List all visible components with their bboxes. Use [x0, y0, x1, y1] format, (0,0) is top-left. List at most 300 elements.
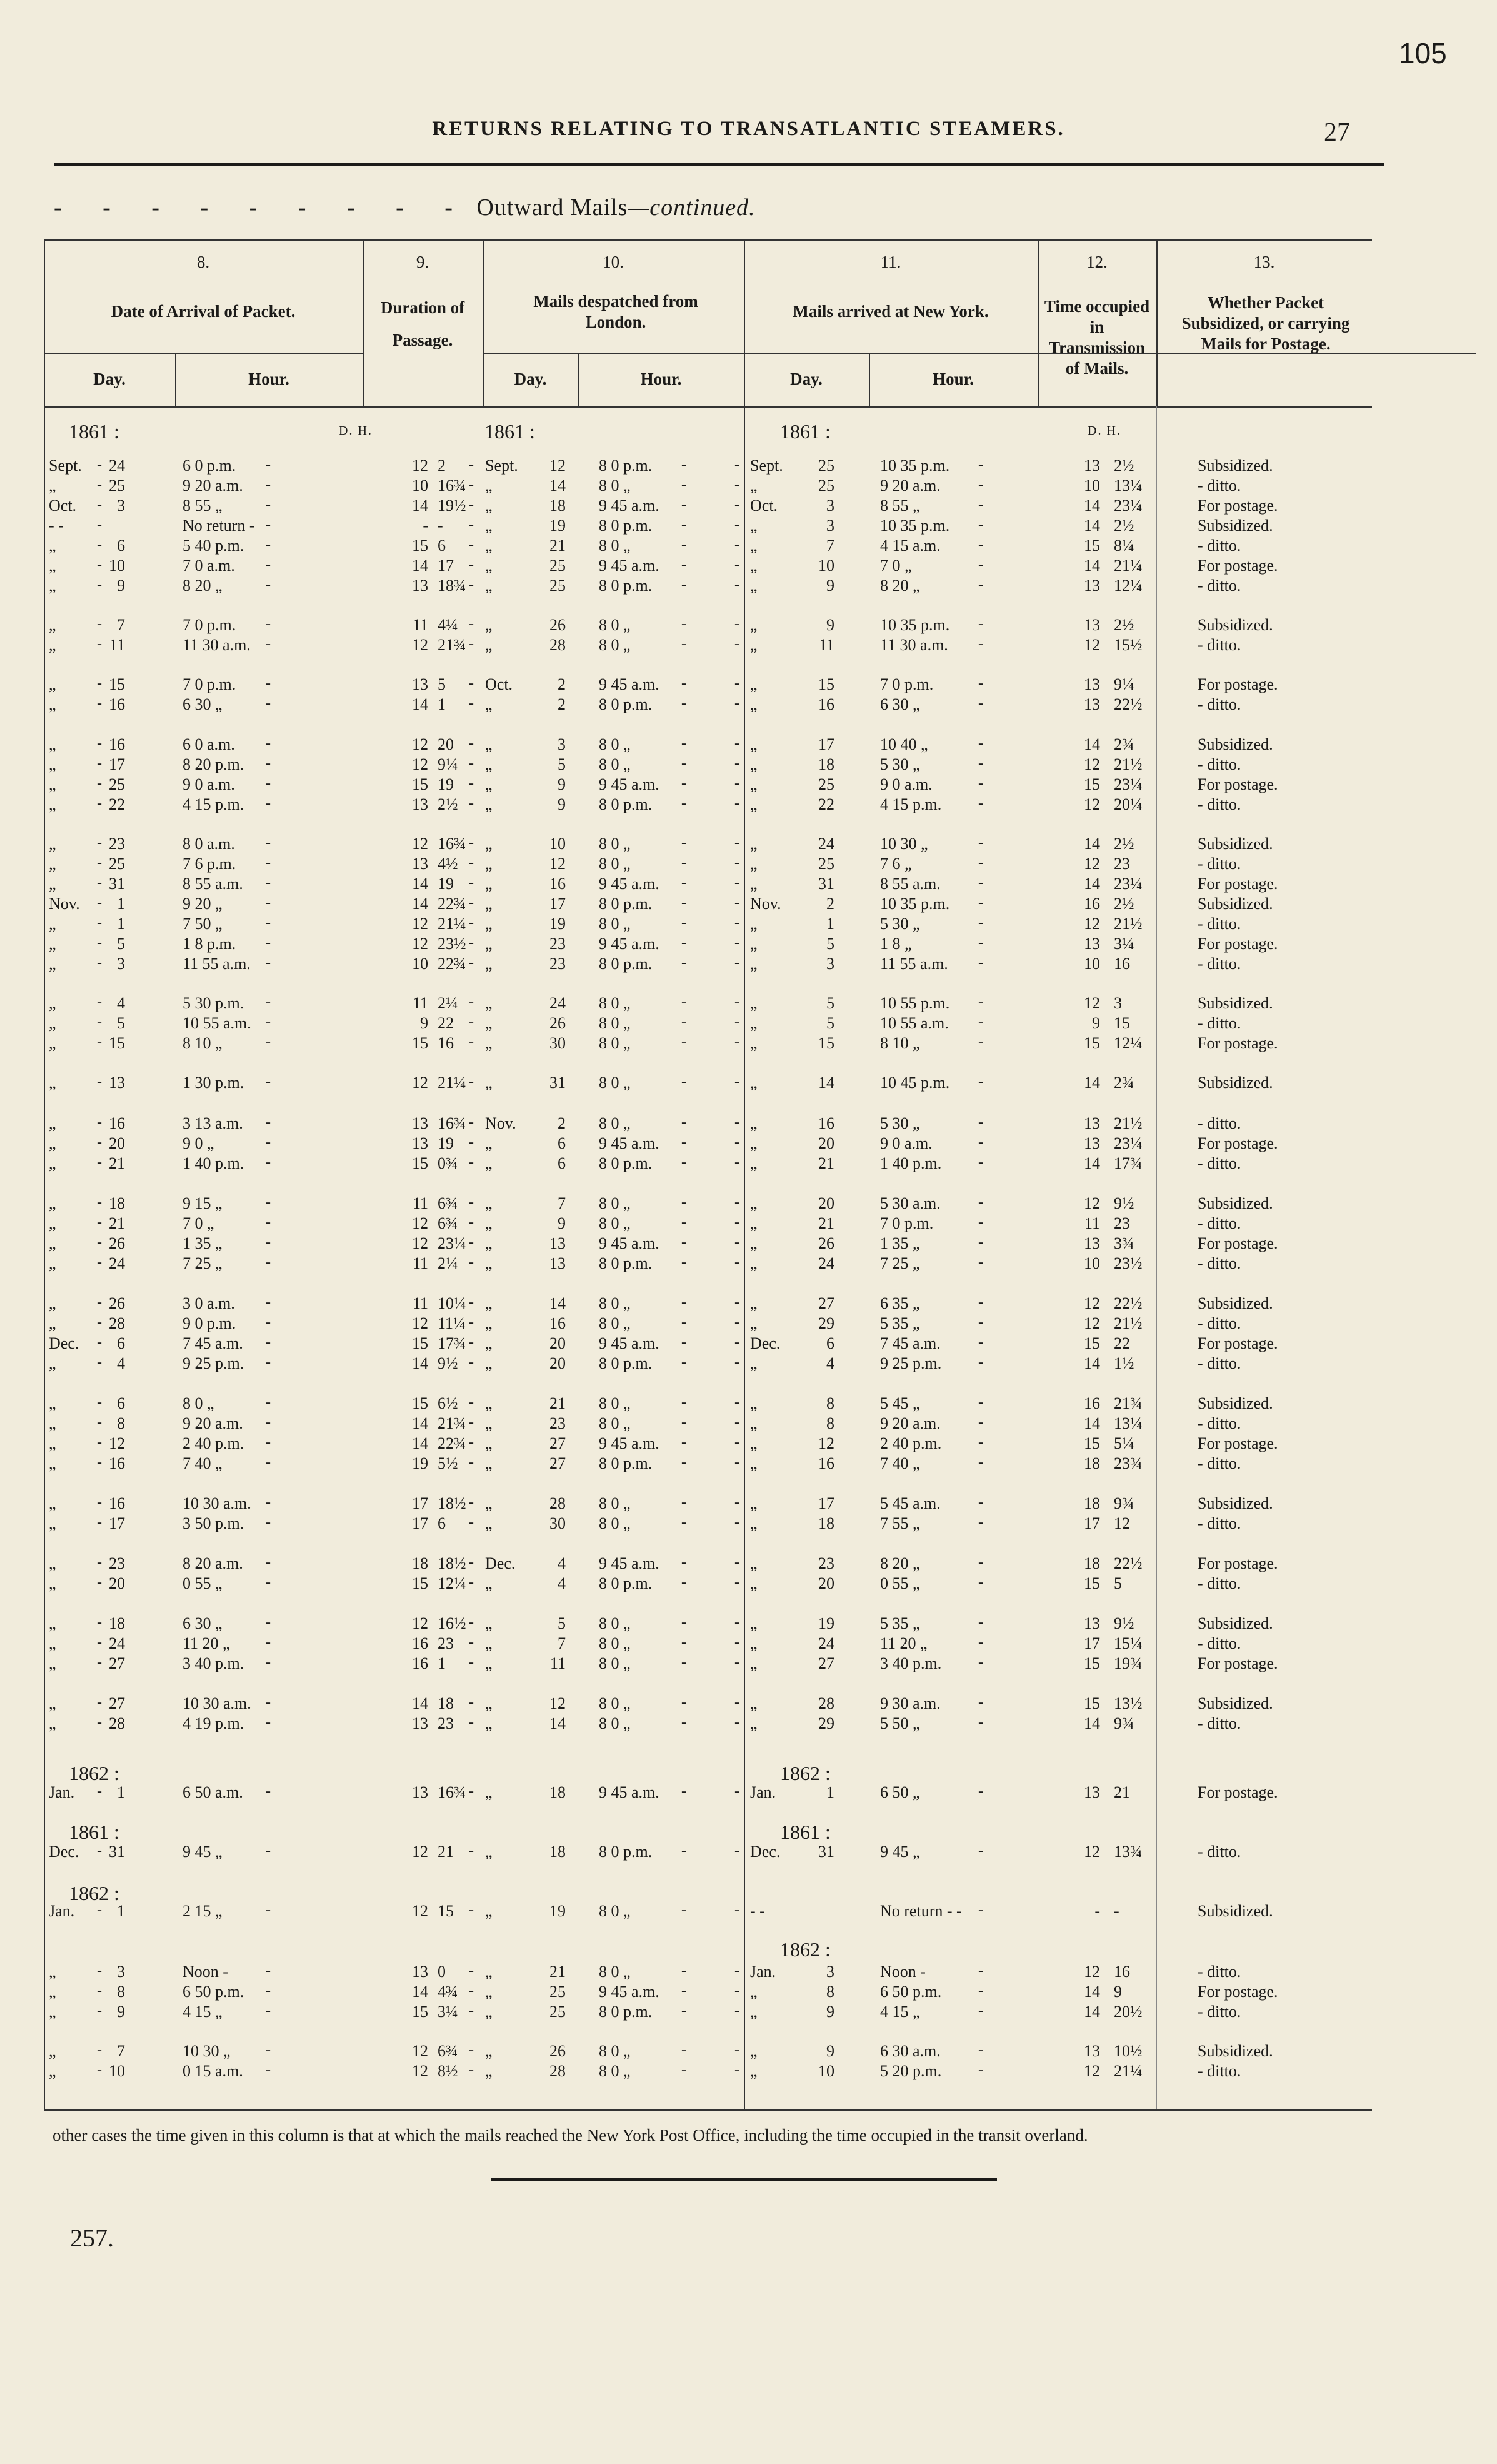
despatch-day: 26	[549, 2042, 566, 2060]
despatch-day: 5	[558, 755, 566, 773]
dash-leader: -	[734, 2003, 739, 2019]
passage-hours: 22	[438, 1014, 454, 1032]
ny-day: 16	[818, 1114, 834, 1132]
running-head: RETURNS RELATING TO TRANSATLANTIC STEAMERS.	[432, 118, 1065, 140]
dash-leader: -	[734, 875, 739, 891]
despatch-month: „	[485, 1654, 493, 1672]
arrival-hour: 2 40 p.m.	[183, 1434, 244, 1452]
dash-leader: -	[469, 1634, 474, 1651]
despatch-day: 6	[558, 1134, 566, 1152]
ny-day: 31	[818, 1843, 834, 1861]
arrival-hour: 8 0 „	[183, 1394, 214, 1412]
dash-leader: -	[734, 895, 739, 911]
transmission-days: 12	[1084, 1963, 1100, 1981]
dash-leader: -	[266, 675, 271, 691]
arrival-hour: 7 0 a.m.	[183, 556, 235, 575]
dash-leader: -	[681, 1214, 686, 1230]
dash-leader: -	[734, 695, 739, 712]
arrival-month: „	[49, 955, 56, 973]
despatch-hour: 8 0 „	[599, 1294, 631, 1312]
despatch-month: „	[485, 1134, 493, 1152]
days-hours-unit: D. H.	[339, 424, 373, 438]
arrival-day: 20	[109, 1134, 125, 1152]
passage-days: 15	[412, 1154, 428, 1172]
despatch-day: 13	[549, 1234, 566, 1252]
despatch-hour: 8 0 „	[599, 1074, 631, 1092]
arrival-month: „	[49, 1114, 56, 1132]
ny-month: „	[750, 1554, 758, 1572]
passage-hours: 9½	[438, 1354, 458, 1372]
despatch-hour: 8 0 p.m.	[599, 955, 653, 973]
subsidy-status: - ditto.	[1198, 1514, 1241, 1532]
dash-leader: -	[978, 1154, 983, 1170]
dash-leader: -	[469, 675, 474, 691]
arrival-month: „	[49, 1634, 56, 1652]
dash-leader: -	[734, 1983, 739, 1999]
arrival-day: 4	[117, 994, 125, 1012]
ny-hour: 8 55 „	[880, 496, 920, 515]
dash-leader: -	[978, 1714, 983, 1731]
subsidy-status: For postage.	[1198, 1554, 1278, 1572]
ny-month: „	[750, 616, 758, 634]
despatch-month: „	[485, 2062, 493, 2080]
passage-hours: 18½	[438, 1494, 466, 1512]
ny-day: 26	[818, 1234, 834, 1252]
dash-leader: -	[681, 1494, 686, 1511]
dash-leader: -	[266, 1514, 271, 1531]
dash-leader: -	[97, 1134, 102, 1150]
subsidy-status: Subsidized.	[1198, 1074, 1273, 1092]
ny-day: 9	[826, 616, 834, 634]
dash-leader: -	[978, 1694, 983, 1711]
dash-leader: -	[469, 1454, 474, 1471]
despatch-day: 16	[549, 875, 566, 893]
arrival-hour: 9 0 p.m.	[183, 1314, 236, 1332]
despatch-month: „	[485, 1614, 493, 1632]
despatch-hour: 8 0 p.m.	[599, 1354, 653, 1372]
subsidy-status: For postage.	[1198, 935, 1278, 953]
ny-month: „	[750, 675, 758, 693]
dash-leader: -	[734, 1334, 739, 1350]
transmission-hours: 5	[1114, 1574, 1122, 1592]
transmission-days: 15	[1084, 1334, 1100, 1352]
arrival-hour: 9 0 a.m.	[183, 775, 235, 793]
ny-month: „	[750, 1614, 758, 1632]
dash-leader: -	[681, 994, 686, 1010]
passage-hours: 0	[438, 1963, 446, 1981]
ny-month: Sept.	[750, 456, 783, 475]
ny-hour: 10 30 „	[880, 835, 928, 853]
dash-leader: -	[681, 875, 686, 891]
dash-leader: -	[978, 516, 983, 533]
year-label: 1861 :	[780, 420, 831, 443]
passage-hours: 20	[438, 735, 454, 753]
dash-leader: -	[469, 636, 474, 652]
ny-month: Dec.	[750, 1334, 781, 1352]
despatch-hour: 8 0 p.m.	[599, 1254, 653, 1272]
ny-hour: 7 45 a.m.	[880, 1334, 941, 1352]
ny-hour: 8 20 „	[880, 576, 920, 595]
dash-leader: -	[681, 1554, 686, 1571]
dash-leader: -	[978, 1574, 983, 1591]
ny-day: 9	[826, 2003, 834, 2021]
dash-leader: -	[97, 1194, 102, 1210]
dash-leader: -	[978, 675, 983, 691]
dash-leader: -	[97, 2003, 102, 2019]
ny-month: „	[750, 1454, 758, 1472]
dash-leader: -	[734, 2062, 739, 2078]
dash-leader: -	[469, 1494, 474, 1511]
col-number-8: 8.	[196, 253, 210, 271]
despatch-hour: 9 45 a.m.	[599, 1783, 659, 1801]
despatch-hour: 8 0 p.m.	[599, 516, 653, 535]
transmission-days: 13	[1084, 1114, 1100, 1132]
dash-leader: -	[734, 1554, 739, 1571]
passage-days: 11	[412, 1194, 428, 1212]
passage-days: 14	[412, 556, 428, 575]
despatch-hour: 8 0 „	[599, 1494, 631, 1512]
passage-days: 9	[420, 1014, 428, 1032]
transmission-hours: 3¼	[1114, 935, 1134, 953]
dash-leader: -	[469, 1714, 474, 1731]
ny-month: „	[750, 1134, 758, 1152]
ny-day: 5	[826, 935, 834, 953]
passage-days: 12	[412, 2062, 428, 2080]
arrival-day: 16	[109, 1114, 125, 1132]
transmission-hours: 21½	[1114, 915, 1143, 933]
ny-hour: 11 30 a.m.	[880, 636, 948, 654]
transmission-hours: 12¼	[1114, 576, 1143, 595]
subsidy-status: For postage.	[1198, 1983, 1278, 2001]
dash-leader: -	[978, 695, 983, 712]
dash-leader: -	[97, 915, 102, 931]
dash-leader: -	[97, 576, 102, 593]
arrival-hour: 3 13 a.m.	[183, 1114, 243, 1132]
ny-month: „	[750, 536, 758, 555]
arrival-month: „	[49, 1694, 56, 1712]
dash-leader: -	[978, 2042, 983, 2058]
ny-day: 20	[818, 1574, 834, 1592]
arrival-hour: 7 40 „	[183, 1454, 223, 1472]
passage-hours: 3¼	[438, 2003, 458, 2021]
subsidy-status: For postage.	[1198, 1034, 1278, 1052]
ny-day: 16	[818, 695, 834, 713]
despatch-hour: 9 45 a.m.	[599, 1554, 659, 1572]
dash-leader: -	[978, 1294, 983, 1310]
passage-hours: 10¼	[438, 1294, 466, 1312]
arrival-month: „	[49, 1414, 56, 1432]
despatch-day: 2	[558, 695, 566, 713]
arrival-day: 3	[117, 955, 125, 973]
dash-leader: -	[681, 1902, 686, 1918]
transmission-hours: 8¼	[1114, 536, 1134, 555]
despatch-month: „	[485, 1194, 493, 1212]
despatch-day: 14	[549, 1294, 566, 1312]
transmission-hours: 15¼	[1114, 1634, 1143, 1652]
dash-leader: -	[266, 994, 271, 1010]
transmission-hours: 2½	[1114, 456, 1134, 475]
subsidy-status: For postage.	[1198, 875, 1278, 893]
ny-day: 20	[818, 1134, 834, 1152]
dash-leader: -	[266, 1434, 271, 1451]
transmission-days: 18	[1084, 1494, 1100, 1512]
passage-hours: 19	[438, 875, 454, 893]
transmission-days: 13	[1084, 1234, 1100, 1252]
ny-month: „	[750, 556, 758, 575]
arrival-day: 17	[109, 755, 125, 773]
ny-day: 9	[826, 2042, 834, 2060]
dash-leader: -	[978, 476, 983, 493]
dash-leader: -	[469, 1254, 474, 1270]
ny-day: 17	[818, 735, 834, 753]
despatch-hour: 9 45 a.m.	[599, 556, 659, 575]
dash-leader: -	[978, 1034, 983, 1050]
transmission-days: 15	[1084, 1654, 1100, 1672]
dash-leader: -	[97, 675, 102, 691]
subsidy-status: - ditto.	[1198, 1154, 1241, 1172]
despatch-hour: 8 0 „	[599, 855, 631, 873]
dash-leader: -	[266, 2003, 271, 2019]
dash-leader: -	[978, 935, 983, 951]
arrival-hour: 7 25 „	[183, 1254, 223, 1272]
despatch-hour: 8 0 „	[599, 536, 631, 555]
ny-hour: 10 55 a.m.	[880, 1014, 949, 1032]
subsidy-status: - ditto.	[1198, 1314, 1241, 1332]
transmission-days: 12	[1084, 1194, 1100, 1212]
dash-leader: -	[266, 1334, 271, 1350]
arrival-hour: 7 6 p.m.	[183, 855, 236, 873]
ny-hour: 6 50 „	[880, 1783, 920, 1801]
despatch-day: 25	[549, 576, 566, 595]
arrival-hour: 8 20 „	[183, 576, 223, 595]
arrival-day: 1	[117, 1902, 125, 1920]
subsidy-status: For postage.	[1198, 1654, 1278, 1672]
despatch-day: 21	[549, 1394, 566, 1412]
ny-day: 10	[818, 556, 834, 575]
transmission-hours: 13½	[1114, 1694, 1143, 1712]
despatch-month: „	[485, 1634, 493, 1652]
despatch-hour: 8 0 „	[599, 755, 631, 773]
despatch-month: „	[485, 1714, 493, 1732]
transmission-hours: 20¼	[1114, 795, 1143, 813]
transmission-days: 15	[1084, 775, 1100, 793]
dash-leader: -	[681, 895, 686, 911]
subsidy-status: For postage.	[1198, 1334, 1278, 1352]
dash-leader: -	[978, 1414, 983, 1431]
dash-leader: -	[681, 775, 686, 792]
passage-hours: 17	[438, 556, 454, 575]
dash-leader: -	[266, 1354, 271, 1370]
passage-days: 18	[412, 1554, 428, 1572]
arrival-day: 8	[117, 1983, 125, 2001]
arrival-hour: 9 45 „	[183, 1843, 223, 1861]
despatch-hour: 9 45 a.m.	[599, 1334, 659, 1352]
dash-leader: -	[266, 775, 271, 792]
transmission-days: 14	[1084, 1983, 1100, 2001]
dash-leader: -	[469, 1694, 474, 1711]
dash-leader: -	[266, 1214, 271, 1230]
ny-day: 27	[818, 1654, 834, 1672]
arrival-day: 12	[109, 1434, 125, 1452]
arrival-hour: 1 40 p.m.	[183, 1154, 244, 1172]
year-label: 1861 :	[780, 1821, 831, 1843]
despatch-month: „	[485, 636, 493, 654]
dash-leader: -	[469, 1963, 474, 1979]
subsidy-status: - ditto.	[1198, 1574, 1241, 1592]
arrival-month: „	[49, 1074, 56, 1092]
despatch-month: „	[485, 1494, 493, 1512]
transmission-days: 13	[1084, 695, 1100, 713]
ny-hour: 10 35 p.m.	[880, 456, 950, 475]
despatch-hour: 8 0 „	[599, 1214, 631, 1232]
passage-hours: 11¼	[438, 1314, 466, 1332]
dash-leader: -	[978, 735, 983, 752]
arrival-month: „	[49, 1434, 56, 1452]
despatch-hour: 9 45 a.m.	[599, 675, 659, 693]
dash-leader: -	[978, 855, 983, 871]
header-mails-despatched: Mails despatched from London.	[533, 292, 698, 331]
dash-leader: -	[97, 1154, 102, 1170]
arrival-day: 15	[109, 675, 125, 693]
subsidy-status: - ditto.	[1198, 1354, 1241, 1372]
ny-month: „	[750, 695, 758, 713]
despatch-month: „	[485, 994, 493, 1012]
despatch-hour: 8 0 „	[599, 1414, 631, 1432]
ny-day: 20	[818, 1194, 834, 1212]
arrival-hour: 8 55 a.m.	[183, 875, 243, 893]
despatch-month: „	[485, 1214, 493, 1232]
dash-leader: -	[978, 1614, 983, 1631]
col-number-13: 13.	[1253, 253, 1275, 271]
dash-leader: -	[734, 755, 739, 772]
dash-leader: -	[469, 1294, 474, 1310]
passage-days: 11	[412, 1294, 428, 1312]
despatch-day: 27	[549, 1454, 566, 1472]
transmission-days: 13	[1084, 2042, 1100, 2060]
title-dashes: - - - - - - - - -	[54, 194, 470, 221]
dash-leader: -	[266, 2042, 271, 2058]
ny-month: „	[750, 755, 758, 773]
transmission-days: 14	[1084, 1074, 1100, 1092]
despatch-day: 3	[558, 735, 566, 753]
transmission-hours: 23¾	[1114, 1454, 1143, 1472]
transmission-hours: 9½	[1114, 1614, 1134, 1632]
passage-hours: 6	[438, 1514, 446, 1532]
despatch-month: „	[485, 1294, 493, 1312]
passage-days: 13	[412, 1963, 428, 1981]
arrival-hour: 4 15 p.m.	[183, 795, 244, 813]
despatch-day: 14	[549, 476, 566, 495]
ny-hour: 4 15 p.m.	[880, 795, 942, 813]
dash-leader: -	[97, 1634, 102, 1651]
bottom-rule	[491, 2178, 997, 2181]
ny-day: 18	[818, 1514, 834, 1532]
subheader-day-8: Day.	[93, 370, 126, 388]
transmission-hours: 9¾	[1114, 1714, 1134, 1732]
despatch-hour: 8 0 „	[599, 1014, 631, 1032]
transmission-hours: 9½	[1114, 1194, 1134, 1212]
ny-hour: 5 50 „	[880, 1714, 920, 1732]
despatch-hour: 8 0 „	[599, 1394, 631, 1412]
year-label: 1862 :	[780, 1938, 831, 1961]
ny-hour: 6 30 a.m.	[880, 2042, 941, 2060]
ny-month: „	[750, 735, 758, 753]
dash-leader: -	[469, 456, 474, 473]
passage-days: 14	[412, 875, 428, 893]
despatch-day: 20	[549, 1354, 566, 1372]
despatch-hour: 8 0 p.m.	[599, 1454, 653, 1472]
folio-number: 27	[1324, 118, 1350, 147]
ny-month: Dec.	[750, 1843, 781, 1861]
dash-leader: -	[469, 875, 474, 891]
dash-leader: -	[734, 795, 739, 812]
dash-leader: -	[469, 735, 474, 752]
passage-hours: 4¾	[438, 1983, 458, 2001]
despatch-month: „	[485, 895, 493, 913]
ny-day: 1	[826, 1783, 834, 1801]
ny-day: 8	[826, 1394, 834, 1412]
despatch-day: 2	[558, 1114, 566, 1132]
dash-leader: -	[266, 695, 271, 712]
transmission-days: 15	[1084, 1574, 1100, 1592]
despatch-day: 28	[549, 636, 566, 654]
ny-month: „	[750, 1294, 758, 1312]
arrival-month: Dec.	[49, 1334, 79, 1352]
ny-month: „	[750, 1354, 758, 1372]
passage-hours: 5½	[438, 1454, 458, 1472]
ny-hour: 5 30 „	[880, 915, 920, 933]
transmission-days: 14	[1084, 556, 1100, 575]
transmission-days: 14	[1084, 516, 1100, 535]
passage-hours: 5	[438, 675, 446, 693]
dash-leader: -	[681, 536, 686, 553]
dash-leader: -	[266, 935, 271, 951]
dash-leader: -	[266, 476, 271, 493]
passage-days: 12	[412, 1074, 428, 1092]
subsidy-status: Subsidized.	[1198, 1902, 1273, 1920]
passage-hours: 0¾	[438, 1154, 458, 1172]
transmission-hours: 9¾	[1114, 1494, 1134, 1512]
dash-leader: -	[734, 1634, 739, 1651]
dash-leader: -	[97, 1254, 102, 1270]
arrival-hour: 8 20 p.m.	[183, 755, 244, 773]
subsidy-status: For postage.	[1198, 1134, 1278, 1152]
dash-leader: -	[681, 1574, 686, 1591]
ny-day: 16	[818, 1454, 834, 1472]
transmission-days: 13	[1084, 616, 1100, 634]
transmission-hours: 20½	[1114, 2003, 1143, 2021]
arrival-hour: 10 30 „	[183, 2042, 231, 2060]
dash-leader: -	[978, 536, 983, 553]
transmission-hours: 1½	[1114, 1354, 1134, 1372]
despatch-month: „	[485, 1014, 493, 1032]
despatch-month: „	[485, 496, 493, 515]
header-mails-arrived: Mails arrived at New York.	[793, 302, 989, 321]
transmission-hours: 19¾	[1114, 1654, 1143, 1672]
transmission-hours: 16	[1114, 955, 1130, 973]
ny-hour: 1 35 „	[880, 1234, 920, 1252]
ny-hour: 1 8 „	[880, 935, 912, 953]
despatch-hour: 9 45 a.m.	[599, 875, 659, 893]
subsidy-status: - ditto.	[1198, 1634, 1241, 1652]
passage-days: 14	[412, 1983, 428, 2001]
ny-month: „	[750, 915, 758, 933]
dash-leader: -	[266, 636, 271, 652]
dash-leader: -	[681, 735, 686, 752]
arrival-day: 16	[109, 1494, 125, 1512]
arrival-day: 7	[117, 2042, 125, 2060]
ny-hour: 7 40 „	[880, 1454, 920, 1472]
